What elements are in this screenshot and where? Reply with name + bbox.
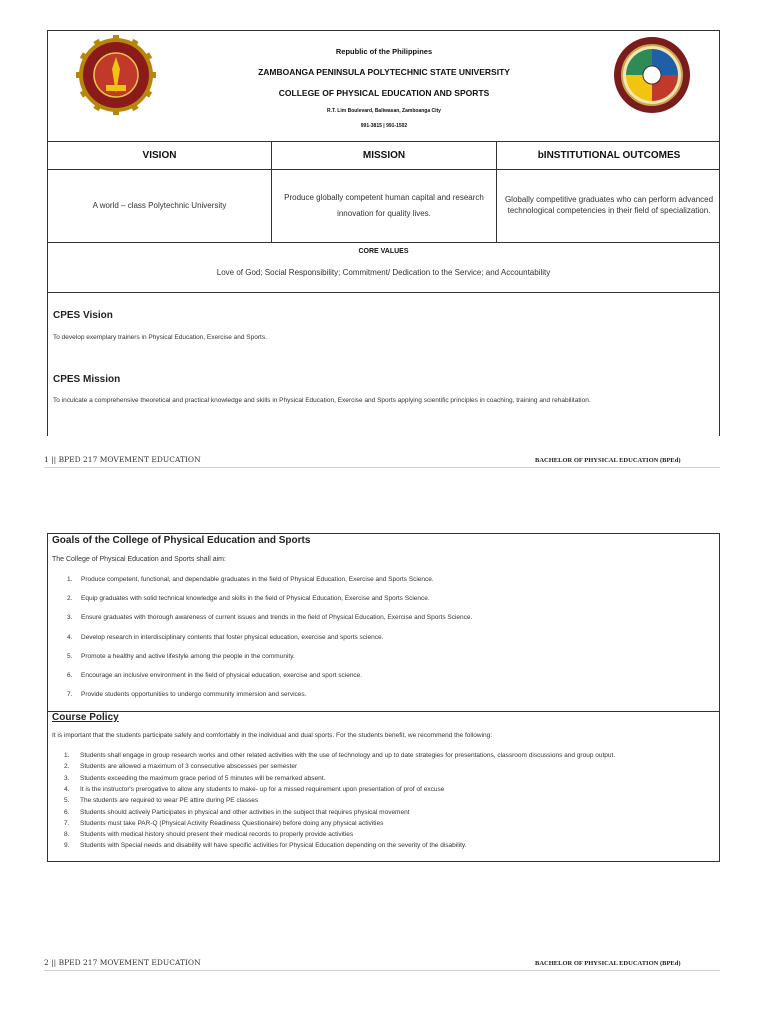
college-seal-logo (612, 35, 692, 115)
course-policy-heading: Course Policy (52, 712, 119, 723)
policy-item (64, 809, 410, 816)
policy-item (64, 763, 297, 770)
item-text: Students must take PAR-Q (Physical Activity Readiness Questionaire) before doing any physical activities (80, 819, 384, 827)
goal-item (67, 595, 430, 602)
goal-item (67, 634, 383, 641)
vmo-header-row (48, 141, 719, 170)
goal-item (67, 672, 362, 679)
item-number: 2. (64, 763, 70, 771)
goal-item (67, 576, 434, 583)
goal-item (67, 614, 472, 621)
outcomes-text: Globally competitive graduates who can perform advanced technological competencies in their field of specialization. (504, 194, 714, 215)
cpes-vision-text: To develop exemplary trainers in Physical Education, Exercise and Sports. (53, 334, 267, 341)
item-text: Ensure graduates with thorough awareness of current issues and trends in the field of Physical Education, Exercise and Sports Science. (81, 614, 473, 622)
item-text: Students exceeding the maximum grace period of 5 minutes will be remarked absent. (80, 774, 326, 782)
policy-item (64, 820, 383, 827)
item-text: Students shall engage in group research works and other related activities with the use of technology and up to date strategies for presentations, classroom discussions and group output. (80, 752, 616, 759)
outcomes-heading: bINSTITUTIONAL OUTCOMES (537, 149, 681, 161)
item-text: It is the instructor's prerogative to allow any students to make- up for a missed requirement upon presentation of prof of excuse (80, 785, 445, 793)
policy-item (64, 842, 466, 849)
core-values-text: Love of God; Social Responsibility; Commitment/ Dedication to the Service; and Accountability (216, 268, 551, 277)
item-number: 3. (67, 614, 73, 622)
cpes-mission-text: To inculcate a comprehensive theoretical and practical knowledge and skills in Physical Education, Exercise and Sports applying scientific principles in coaching, training and rehabilitation. (53, 397, 591, 404)
page-2-footer-left: 2 || BPED 217 MOVEMENT EDUCATION (44, 958, 201, 967)
item-number: 8. (64, 831, 70, 839)
goals-intro: The College of Physical Education and Sports shall aim: (52, 556, 226, 563)
policy-item (64, 775, 325, 782)
item-number: 5. (67, 652, 73, 660)
policy-item (64, 797, 258, 804)
cpes-vision-heading: CPES Vision (53, 310, 113, 321)
item-number: 7. (67, 691, 73, 699)
core-values-row (48, 242, 719, 293)
item-number: 6. (67, 672, 73, 679)
item-text: Produce competent, functional, and dependable graduates in the field of Physical Education, Exercise and Sports Science. (81, 576, 434, 583)
university-name: ZAMBOANGA PENINSULA POLYTECHNIC STATE UNIVERSITY (258, 67, 510, 77)
university-seal-logo (76, 35, 156, 115)
page-1-frame (47, 30, 720, 436)
item-text: Develop research in interdisciplinary contents that foster physical education, exercise and sports science. (81, 633, 384, 641)
item-text: Students are allowed a maximum of 3 consecutive abscesses per semester (80, 763, 298, 771)
item-number: 9. (64, 842, 70, 850)
goals-heading: Goals of the College of Physical Education and Sports (52, 535, 311, 546)
vision-heading: VISION (48, 141, 272, 169)
item-text: Encourage an inclusive environment in the field of physical education, exercise and sport science. (81, 672, 363, 679)
policy-divider (48, 711, 719, 712)
page-2-frame (47, 533, 720, 862)
item-text: Students should actively Participates in physical and other activities in the subject that requires physical movement (80, 808, 410, 816)
core-values-title: CORE VALUES (358, 248, 409, 255)
item-number: 4. (67, 633, 73, 641)
goal-item (67, 691, 306, 698)
page-1-footer-right: BACHELOR OF PHYSICAL EDUCATION (BPEd) (535, 457, 681, 464)
item-number: 5. (64, 797, 70, 805)
item-text: Provide students opportunities to undergo community immersion and services. (81, 691, 307, 699)
goal-item (67, 653, 295, 660)
item-number: 4. (64, 785, 70, 793)
policy-item (64, 831, 353, 838)
item-number: 7. (64, 819, 70, 827)
item-text: Students with Special needs and disability will have specific activities for Physical Education depending on the severity of the disability. (80, 842, 467, 850)
item-text: Promote a healthy and active lifestyle among the people in the community. (81, 652, 295, 660)
policy-item (64, 752, 615, 759)
policy-item (64, 786, 444, 793)
college-name: COLLEGE OF PHYSICAL EDUCATION AND SPORTS (278, 88, 490, 98)
item-number: 1. (64, 752, 70, 759)
item-text: Students with medical history should present their medical records to properly provide activities (80, 831, 354, 839)
item-text: The students are required to wear PE attire during PE classes (80, 797, 259, 805)
republic-line: Republic of the Philippines (335, 47, 433, 56)
address-line: R.T. Lim Boulevard, Baliwasan, Zamboanga City (327, 108, 441, 114)
letterhead (48, 31, 719, 142)
vmo-body-row (48, 169, 719, 243)
phone-line: 991-3815 | 991-1502 (360, 123, 408, 129)
item-number: 2. (67, 595, 73, 603)
cpes-mission-heading: CPES Mission (53, 374, 121, 385)
page-1-footer-left: 1 || BPED 217 MOVEMENT EDUCATION (44, 455, 201, 464)
page-2-footer-right: BACHELOR OF PHYSICAL EDUCATION (BPEd) (535, 960, 681, 967)
item-number: 1. (67, 576, 73, 583)
page-1-footer-rule (44, 467, 720, 468)
item-number: 3. (64, 774, 70, 782)
course-policy-intro: It is important that the students participate safely and comfortably in the individual and dual sports. For the students benefit, we recommend the following: (52, 732, 493, 739)
item-number: 6. (64, 808, 70, 816)
vision-text: A world – class Polytechnic University (48, 169, 272, 242)
mission-heading: MISSION (272, 141, 497, 169)
page-2-footer-rule (44, 970, 720, 971)
mission-text: Produce globally competent human capital and research innovation for quality lives. (272, 169, 497, 242)
item-text: Equip graduates with solid technical knowledge and skills in the field of Physical Education, Exercise and Sports Science. (81, 595, 430, 603)
